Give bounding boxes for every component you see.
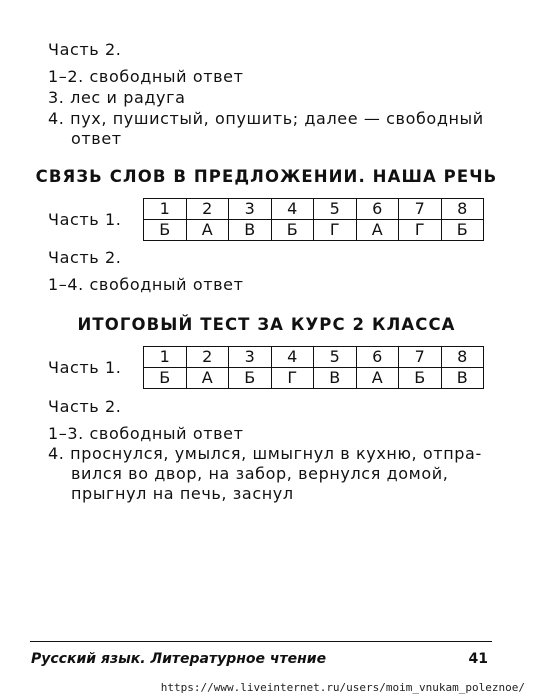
question-number-cell: 4 [271,347,314,368]
page-number: 41 [468,651,488,667]
question-number-cell: 3 [229,347,272,368]
question-number-cell: 2 [186,199,229,220]
question-number-cell: 1 [144,347,187,368]
part1-answer-row [48,346,484,389]
question-number-cell: 3 [229,199,272,220]
question-number-cell: 2 [186,347,229,368]
footer-divider [30,641,492,642]
question-number-cell: 7 [399,347,442,368]
section-heading: СВЯЗЬ СЛОВ В ПРЕДЛОЖЕНИИ. НАША РЕЧЬ [35,167,498,186]
answer-letter-row [144,368,484,389]
answer-letter-cell: А [356,220,399,241]
question-number-cell: 4 [271,199,314,220]
section-heading: ИТОГОВЫЙ ТЕСТ ЗА КУРС 2 КЛАССА [77,315,456,334]
answer-letter-cell: Г [399,220,442,241]
answer-item: 3. лес и радуга [48,88,186,107]
answer-letter-cell: В [314,368,357,389]
answer-letter-cell: Б [271,220,314,241]
question-number-cell: 6 [356,347,399,368]
answer-item-continuation: ответ [71,129,122,148]
answer-letter-row [144,220,484,241]
answer-letter-cell: Б [144,220,187,241]
answer-letter-cell: Б [441,220,484,241]
answer-letter-cell: А [186,368,229,389]
question-number-cell: 5 [314,199,357,220]
answer-letter-cell: В [229,220,272,241]
answer-item: 4. пух, пушистый, опушить; далее — свободный [48,109,484,128]
question-number-cell: 1 [144,199,187,220]
question-number-cell: 7 [399,199,442,220]
question-number-cell: 6 [356,199,399,220]
answer-item: 1–4. свободный ответ [48,275,244,294]
question-number-cell: 5 [314,347,357,368]
answer-letter-cell: Б [229,368,272,389]
answer-item: 1–3. свободный ответ [48,424,244,443]
answer-letter-cell: Г [314,220,357,241]
part1-label: Часть 1. [48,209,122,229]
answer-item: 1–2. свободный ответ [48,67,244,86]
answer-item-continuation: прыгнул на печь, заснул [71,484,294,503]
answer-letter-cell: В [441,368,484,389]
question-number-cell: 8 [441,347,484,368]
answer-letter-cell: А [356,368,399,389]
question-number-cell: 8 [441,199,484,220]
source-watermark: https://www.liveinternet.ru/users/moim_vnukam_poleznoe/ [160,681,525,694]
part2-label: Часть 2. [48,40,122,59]
question-number-row [144,347,484,368]
part1-label: Часть 1. [48,357,122,377]
footer-book-title: Русский язык. Литературное чтение [31,651,327,667]
answer-table [143,198,484,241]
answer-table [143,346,484,389]
answer-item-continuation: вился во двор, на забор, вернулся домой, [71,464,449,483]
part2-label: Часть 2. [48,397,122,416]
question-number-row [144,199,484,220]
part2-label: Часть 2. [48,248,122,267]
part1-answer-row [48,198,484,241]
answer-letter-cell: Б [399,368,442,389]
answer-item: 4. проснулся, умылся, шмыгнул в кухню, отпра- [48,444,482,463]
answer-letter-cell: Г [271,368,314,389]
answer-letter-cell: А [186,220,229,241]
answer-letter-cell: Б [144,368,187,389]
